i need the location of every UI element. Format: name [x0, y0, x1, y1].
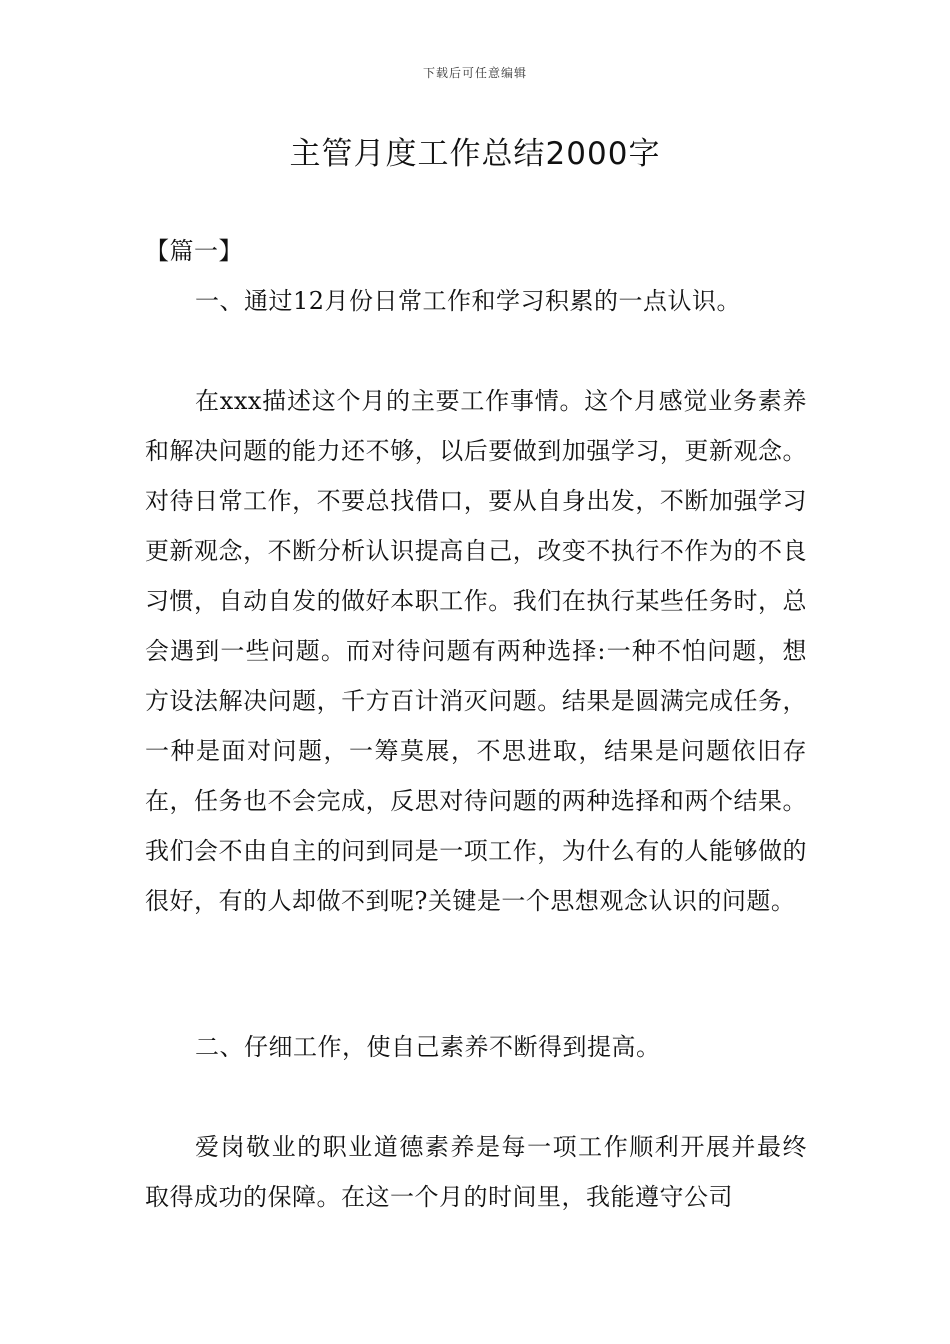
body-paragraph-2: 爱岗敬业的职业道德素养是每一项工作顺利开展并最终取得成功的保障。在这一个月的时间里，我能遵守公司: [145, 1133, 807, 1211]
section-heading-2: 二、仔细工作，使自己素养不断得到提高。: [195, 1033, 661, 1061]
body-paragraph-1: 在xxx描述这个月的主要工作事情。这个月感觉业务素养和解决问题的能力还不够，以后要做到加强学习，更新观念。对待日常工作，不要总找借口，要从自身出发，不断加强学习更新观念，不断分析认识提高自己，改变不执行不作为的不良习惯，自动自发的做好本职工作。我们在执行某些任务时，总会遇到一些问题。而对待问题有两种选择:一种不怕问题，想方设法解决问题，千方百计消灭问题。结果是圆满完成任务，一种是面对问题，一筹莫展，不思进取，结果是问题依旧存在，任务也不会完成，反思对待问题的两种选择和两个结果。我们会不由自主的问到同是一项工作，为什么有的人能够做的很好，有的人却做不到呢?关键是一个思想观念认识的问题。: [145, 387, 807, 915]
header-note: 下载后可任意编辑: [422, 66, 527, 80]
document-title: 主管月度工作总结2000字: [289, 136, 661, 172]
section-label: 【篇一】: [145, 237, 243, 265]
section-heading-1: 一、通过12月份日常工作和学习积累的一点认识。: [195, 287, 742, 315]
